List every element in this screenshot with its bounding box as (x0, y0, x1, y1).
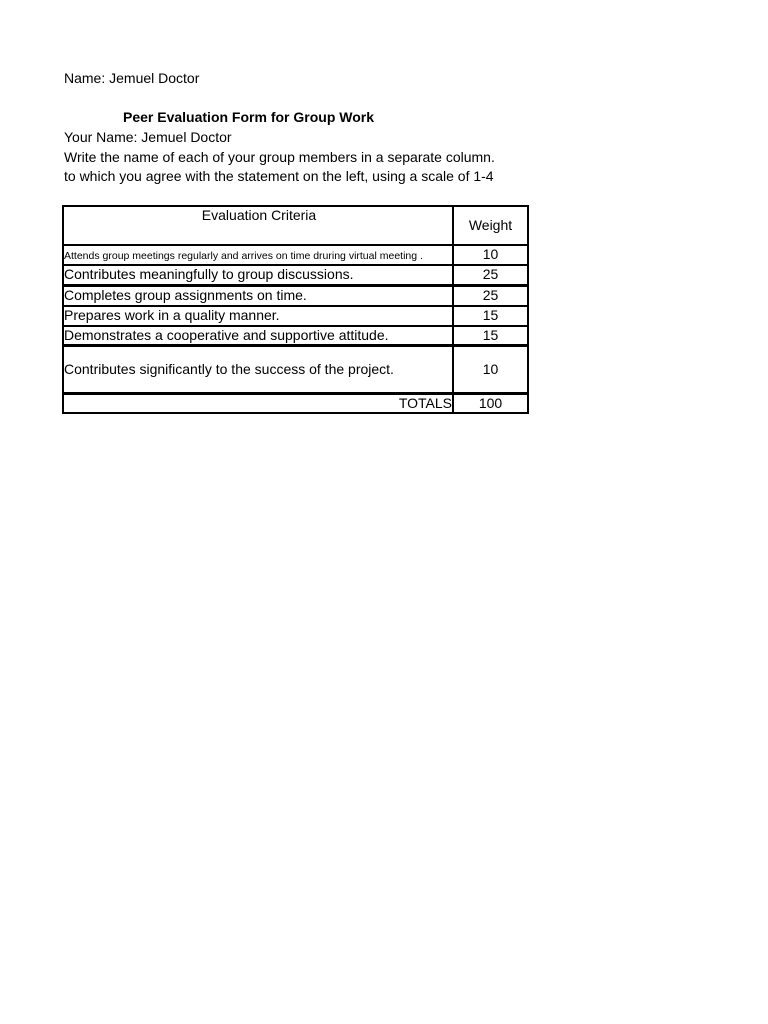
totals-label: TOTALS (398, 395, 452, 411)
weight-cell: 10 (482, 361, 499, 377)
criteria-cell: Demonstrates a cooperative and supportive attitude. (64, 327, 389, 343)
weight-cell: 15 (482, 307, 499, 323)
criteria-cell: Prepares work in a quality manner. (64, 307, 280, 323)
table-border-right (527, 205, 529, 414)
criteria-cell: Contributes significantly to the success of the project. (64, 361, 394, 377)
weight-cell: 25 (482, 287, 499, 303)
weight-cell: 15 (482, 327, 499, 343)
instruction-line-1: Write the name of each of your group members in a separate column. (64, 149, 495, 165)
column-header-weight: Weight (468, 217, 513, 233)
table-border-bottom (62, 412, 529, 414)
criteria-cell: Contributes meaningfully to group discussions. (64, 266, 354, 282)
form-title: Peer Evaluation Form for Group Work (123, 109, 375, 125)
student-name-line: Name: Jemuel Doctor (64, 70, 200, 86)
your-name-line: Your Name: Jemuel Doctor (64, 129, 232, 145)
weight-cell: 10 (482, 246, 499, 262)
instruction-line-2: to which you agree with the statement on the left, using a scale of 1-4 (64, 168, 494, 184)
evaluation-table (62, 205, 529, 414)
totals-value: 100 (478, 395, 503, 411)
criteria-cell: Completes group assignments on time. (64, 287, 307, 303)
criteria-cell: Attends group meetings regularly and arrives on time druring virtual meeting . (64, 250, 423, 262)
weight-cell: 25 (482, 266, 499, 282)
column-header-criteria: Evaluation Criteria (201, 207, 317, 223)
table-divider (62, 344, 529, 347)
